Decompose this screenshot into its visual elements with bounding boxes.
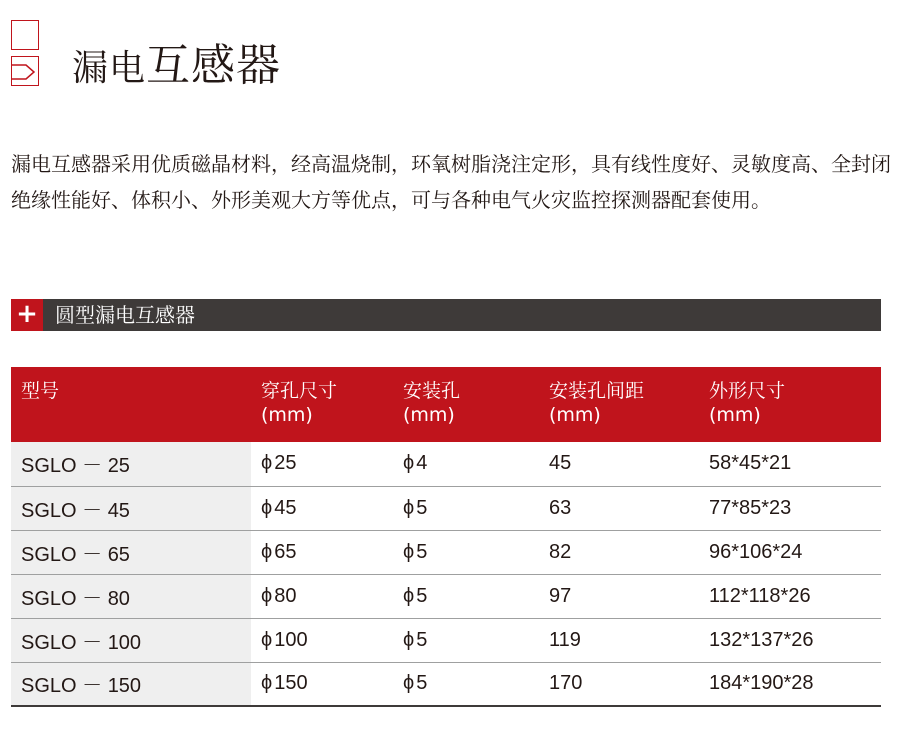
cell-hole bbox=[393, 618, 539, 662]
phi-symbol: ϕ bbox=[261, 540, 273, 563]
header-hole-label: 安装孔 bbox=[403, 380, 461, 402]
cell-size: 58*45*21 bbox=[699, 442, 881, 486]
cell-bore-value: 25 bbox=[274, 452, 297, 475]
table-row bbox=[11, 662, 881, 706]
header-size-label: 外形尺寸 bbox=[709, 380, 786, 402]
header-bore bbox=[251, 367, 393, 442]
cell-bore bbox=[251, 530, 393, 574]
cell-spacing: 45 bbox=[539, 442, 699, 486]
cell-bore bbox=[251, 574, 393, 618]
intro-paragraph: 漏电互感器采用优质磁晶材料，经高温烧制，环氧树脂浇注定形，具有线性度好、灵敏度高、全封闭绝缘性能好、体积小、外形美观大方等优点，可与各种电气火灾监控探测器配套使用。 bbox=[11, 152, 891, 212]
cell-model: SGLO － 65 bbox=[11, 530, 251, 574]
logo-square-top bbox=[11, 20, 39, 50]
cell-model: SGLO － 80 bbox=[11, 574, 251, 618]
cell-hole bbox=[393, 442, 539, 486]
logo-square-bottom bbox=[11, 56, 39, 86]
cell-bore bbox=[251, 618, 393, 662]
cell-spacing: 63 bbox=[539, 486, 699, 530]
table-row bbox=[11, 442, 881, 486]
cell-hole-value: 5 bbox=[416, 628, 428, 651]
cell-hole-value: 5 bbox=[416, 496, 428, 519]
cell-bore bbox=[251, 442, 393, 486]
page-title bbox=[72, 36, 281, 99]
cell-hole-value: 5 bbox=[416, 540, 428, 563]
cell-model: SGLO － 25 bbox=[11, 442, 251, 486]
page-title-part2: 互感器 bbox=[146, 40, 282, 91]
phi-symbol: ϕ bbox=[403, 584, 415, 607]
cell-size: 184*190*28 bbox=[699, 662, 881, 706]
header-model bbox=[11, 367, 251, 442]
cell-hole bbox=[393, 530, 539, 574]
phi-symbol: ϕ bbox=[403, 496, 415, 519]
header-spacing bbox=[539, 367, 699, 442]
header-bore-label: 穿孔尺寸 bbox=[261, 380, 338, 402]
phi-symbol: ϕ bbox=[403, 672, 415, 695]
table-row bbox=[11, 618, 881, 662]
header-model-label: 型号 bbox=[21, 380, 60, 402]
cell-spacing: 97 bbox=[539, 574, 699, 618]
cell-hole bbox=[393, 486, 539, 530]
table-header-row bbox=[11, 367, 881, 442]
cell-spacing: 170 bbox=[539, 662, 699, 706]
header-bore-unit: (mm) bbox=[261, 404, 313, 426]
cell-model: SGLO － 100 bbox=[11, 618, 251, 662]
cell-model: SGLO － 45 bbox=[11, 486, 251, 530]
header-size-unit: (mm) bbox=[709, 404, 761, 426]
cell-bore-value: 45 bbox=[274, 496, 297, 519]
phi-symbol: ϕ bbox=[261, 672, 273, 695]
brand-logo-mark bbox=[11, 20, 43, 88]
phi-symbol: ϕ bbox=[403, 628, 415, 651]
cell-model: SGLO － 150 bbox=[11, 662, 251, 706]
section-title: 圆型漏电互感器 bbox=[55, 303, 195, 327]
cell-size: 112*118*26 bbox=[699, 574, 881, 618]
cell-hole-value: 5 bbox=[416, 584, 428, 607]
header-spacing-label: 安装孔间距 bbox=[549, 380, 645, 402]
cell-bore-value: 80 bbox=[274, 584, 297, 607]
phi-symbol: ϕ bbox=[261, 628, 273, 651]
cell-size: 132*137*26 bbox=[699, 618, 881, 662]
table-row bbox=[11, 574, 881, 618]
plus-icon: + bbox=[11, 299, 43, 331]
cell-hole bbox=[393, 662, 539, 706]
cell-bore-value: 150 bbox=[274, 672, 308, 695]
spec-table bbox=[11, 367, 881, 707]
cell-hole-value: 5 bbox=[416, 672, 428, 695]
phi-symbol: ϕ bbox=[261, 496, 273, 519]
page-title-part1: 漏电 bbox=[72, 48, 147, 89]
header-hole bbox=[393, 367, 539, 442]
logo-chevron-icon bbox=[12, 57, 38, 84]
cell-size: 77*85*23 bbox=[699, 486, 881, 530]
cell-hole-value: 4 bbox=[416, 452, 428, 475]
cell-bore bbox=[251, 662, 393, 706]
table-row bbox=[11, 486, 881, 530]
cell-hole bbox=[393, 574, 539, 618]
section-header bbox=[11, 299, 881, 331]
table-row bbox=[11, 530, 881, 574]
cell-bore-value: 100 bbox=[274, 628, 308, 651]
cell-spacing: 82 bbox=[539, 530, 699, 574]
cell-bore-value: 65 bbox=[274, 540, 297, 563]
header-hole-unit: (mm) bbox=[403, 404, 455, 426]
phi-symbol: ϕ bbox=[261, 584, 273, 607]
cell-bore bbox=[251, 486, 393, 530]
phi-symbol: ϕ bbox=[403, 540, 415, 563]
header-size bbox=[699, 367, 881, 442]
phi-symbol: ϕ bbox=[261, 452, 273, 475]
cell-spacing: 119 bbox=[539, 618, 699, 662]
cell-size: 96*106*24 bbox=[699, 530, 881, 574]
header-spacing-unit: (mm) bbox=[549, 404, 601, 426]
phi-symbol: ϕ bbox=[403, 452, 415, 475]
